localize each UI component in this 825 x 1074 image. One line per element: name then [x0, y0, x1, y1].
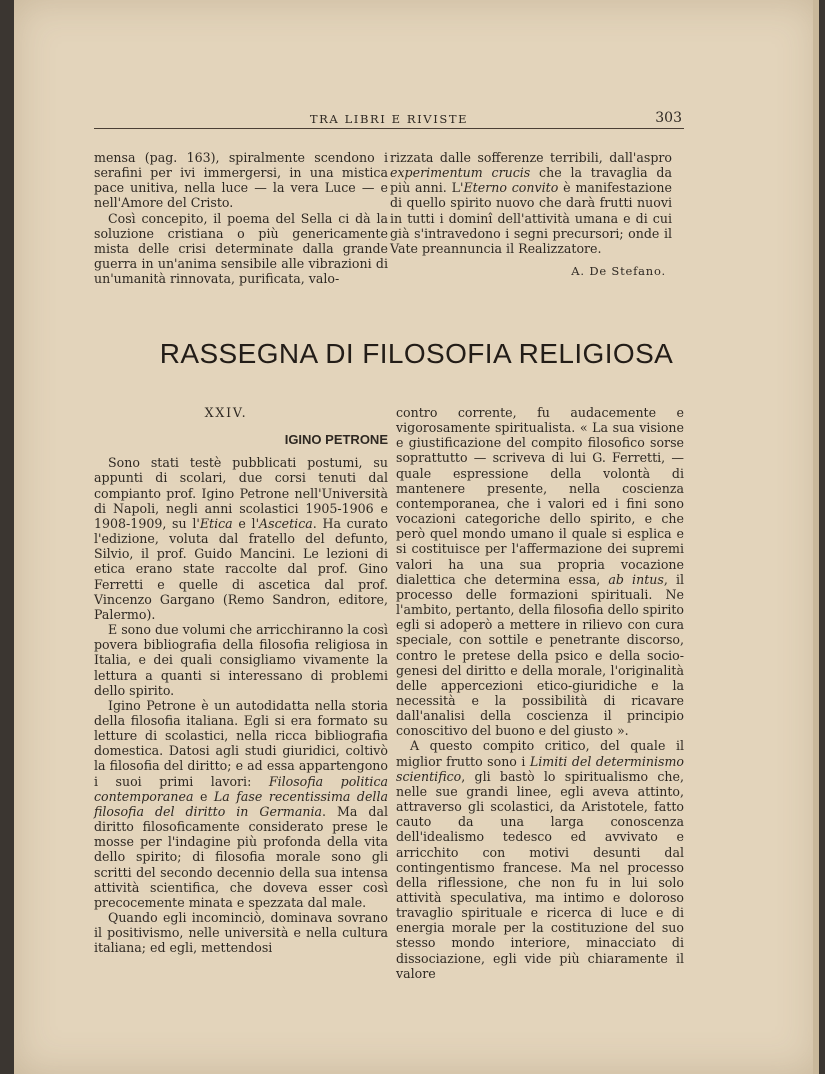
text-run: , gli bastò lo spiritualismo che, nelle sue grandi linee, egli aveva attinto, attraverso gli scolastici, da Aristotele, fatto cauto da una larga conoscenza dell'idealismo tedesco ed avvivato e arricchito con motivi desunti dal contingentismo francese. Ma nel processo della riflessione, che non fu in lui solo attività speculativa, ma intimo e doloroso travaglio spirituale e ricerca di luce e di energia morale per la costituzione del suo stesso mondo interiore, minacciato di dissociazione, egli vide più chiaramente il valore — [396, 768, 684, 981]
paragraph — [396, 405, 684, 738]
text-run: . Ma dal diritto filosoficamente considerato prese le mosse per l'indagine più profonda della vita dello spirito; di filosofia morale sono gli scritti del secondo decennio della sua intensa attività scientifica, che doveva esser così precocemente minata e spezzata dal male. — [94, 803, 388, 910]
paragraph: mensa (pag. 163), spiralmente scendono i serafini per ivi immergersi, in una mistica pace unitiva, nella luce — la vera Luce — e nell'Amore del Cristo. — [94, 150, 388, 211]
italic-text: Filosofia politica contemporanea — [94, 773, 389, 804]
italic-text: Eterno convito — [463, 180, 559, 196]
running-title: TRA LIBRI E RIVISTE — [309, 112, 469, 126]
italic-text: ab intus — [608, 571, 664, 587]
page-edge — [813, 0, 819, 1074]
top-right-column — [390, 150, 672, 279]
page-number: 303 — [655, 110, 682, 126]
italic-text: La fase recentissima della filosofia del diritto in Germania — [94, 788, 388, 819]
italic-text: Ascetica — [259, 515, 313, 531]
text-run: è manifestazione di quello spirito nuovo che darà frutti nuovi in tutti i dominî dell'attività umana e di cui già s'intravedono i segni precursori; onde il Vate preannuncia il Realizzatore. — [390, 180, 672, 256]
italic-text: Limiti del determinismo scientifico — [396, 753, 684, 784]
paragraph: E sono due volumi che arricchiranno la così povera bibliografia della filosofia religiosa in Italia, e dei quali consigliamo vivamente la lettura a quanti si interessano di problemi dello spirito. — [94, 622, 388, 698]
italic-text: Etica — [199, 515, 233, 531]
text-run: contro corrente, fu audacemente e vigorosamente spiritualista. « La sua visione e giustificazione del compito filosofico sorse soprattutto — scriveva di lui G. Ferretti, — quale espressione della volontà di mantenere presente, nella coscienza contemporanea, che i valori ed i fini sono vocazioni categoriche dello spirito, e che però quel mondo umano il quale si esplica e si costituisce per l'affermazione dei supremi valori ha una sua propria vocazione dialettica che determina essa, — [396, 405, 684, 587]
text-run: e l' — [232, 515, 260, 531]
text-run: , il processo delle formazioni spirituali. Ne l'ambito, pertanto, della filosofia dello spirito egli si adoperò a mettere in rilievo con cura speciale, con sottile e penetrante discorso, contro le pretese della psico e della socio-genesi del diritto e della morale, l'originalità delle appercezioni etico-giuridiche e la necessità e la possibilità di ricavare dall'analisi della coscienza il principio conoscitivo del buono e del giusto ». — [396, 571, 684, 739]
paragraph — [396, 738, 684, 981]
paragraph — [390, 150, 672, 256]
author-heading: IGINO PETRONE — [284, 432, 388, 448]
top-left-column — [94, 150, 388, 286]
body-right-column — [396, 405, 684, 981]
paragraph: Quando egli incominciò, dominava sovrano il positivismo, nelle università e nella cultura italiana; ed egli, mettendosi — [94, 910, 388, 956]
paragraph — [94, 698, 388, 910]
italic-text: experimentum crucis — [390, 165, 531, 181]
running-head — [94, 108, 684, 129]
body-left-column — [94, 405, 388, 955]
section-title: RASSEGNA DI FILOSOFIA RELIGIOSA — [159, 338, 674, 369]
signature: A. De Stefano. — [571, 264, 666, 279]
text-run: rizzata dalle sofferenze terribili, dall'aspro — [390, 150, 672, 165]
text-run: . Ha curato l'edizione, voluta dal fratello del defunto, Silvio, il prof. Guido Mancini. Le lezioni di etica erano state raccolte dal prof. Gino Ferretti e quelle di ascetica dal prof. Vincenzo Gargano (Remo Sandron, editore, Palermo). — [94, 515, 389, 622]
text-run: e — [193, 788, 214, 804]
paragraph: Così concepito, il poema del Sella ci dà la soluzione cristiana o più genericamente mista delle crisi determinate dalla grande guerra in un'anima sensibile alle vibrazioni di un'umanità rinnovata, purificata, valo- — [94, 210, 388, 287]
text-run: Sono stati testè pubblicati postumi, su appunti di scolari, due corsi tenuti dal compianto prof. Igino Petrone nell'Università di Napoli, negli anni scolastici 1905-1906 e 1908-1909, su l' — [94, 455, 388, 531]
book-page — [14, 0, 819, 1074]
text-run: che la travaglia da più anni. L' — [390, 165, 672, 196]
paragraph — [94, 455, 388, 622]
text-run: Igino Petrone è un autodidatta nella storia della filosofia italiana. Egli si era formato su letture di scolastici, nella ricca bibliografia domestica. Datosi agli studi giuridici, coltivò la filosofia del diritto; e ad essa appartengono i suoi primi lavori: — [94, 697, 388, 789]
text-run: A questo compito critico, del quale il miglior frutto sono i — [396, 738, 684, 769]
section-number: XXIV. — [204, 405, 248, 420]
